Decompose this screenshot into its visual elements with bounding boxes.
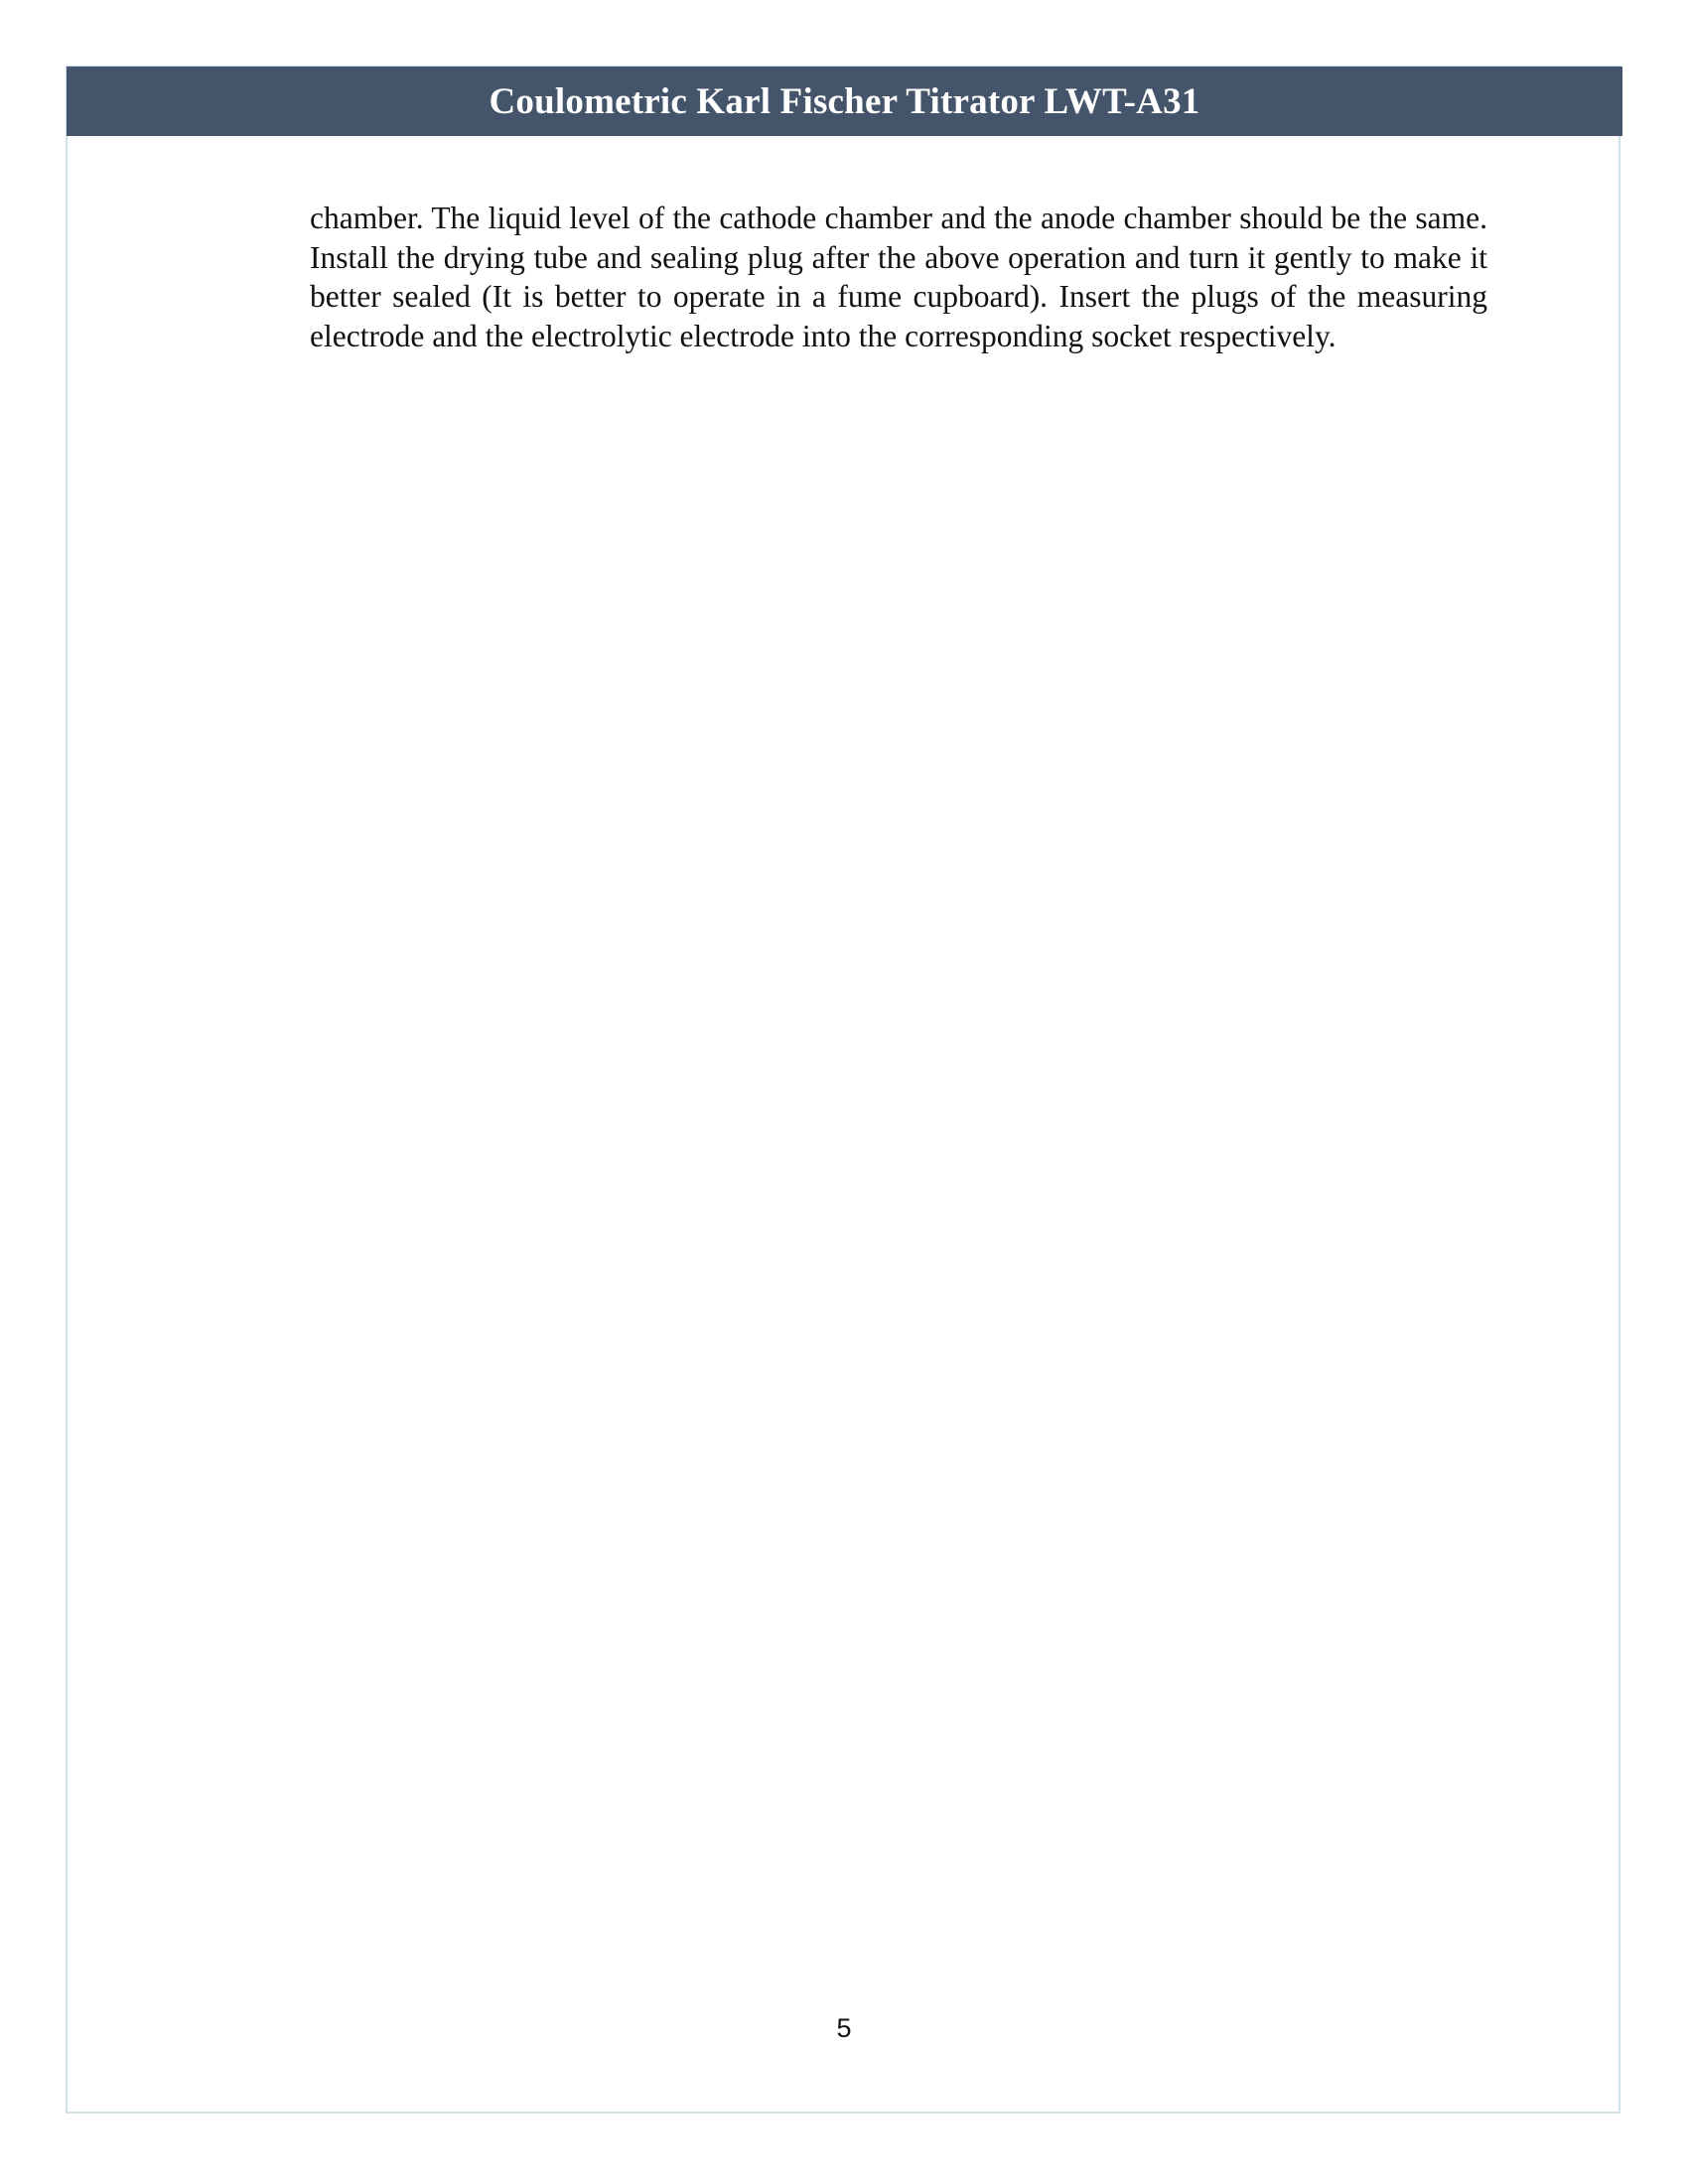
body-paragraph: chamber. The liquid level of the cathode chamber and the anode chamber should be the same. Install the drying tube and sealing plug after the above operation and turn it gently to make it better sealed (It is better to operate in a fume cupboard). Insert the plugs of the measuring electrode and the electrolytic electrode into the corresponding socket respectively.	[310, 201, 1487, 353]
page-border-frame	[66, 66, 1620, 2114]
page-number: 5	[836, 2013, 852, 2043]
document-title: Coulometric Karl Fischer Titrator LWT-A31	[489, 80, 1200, 122]
document-header-band	[67, 67, 1622, 136]
